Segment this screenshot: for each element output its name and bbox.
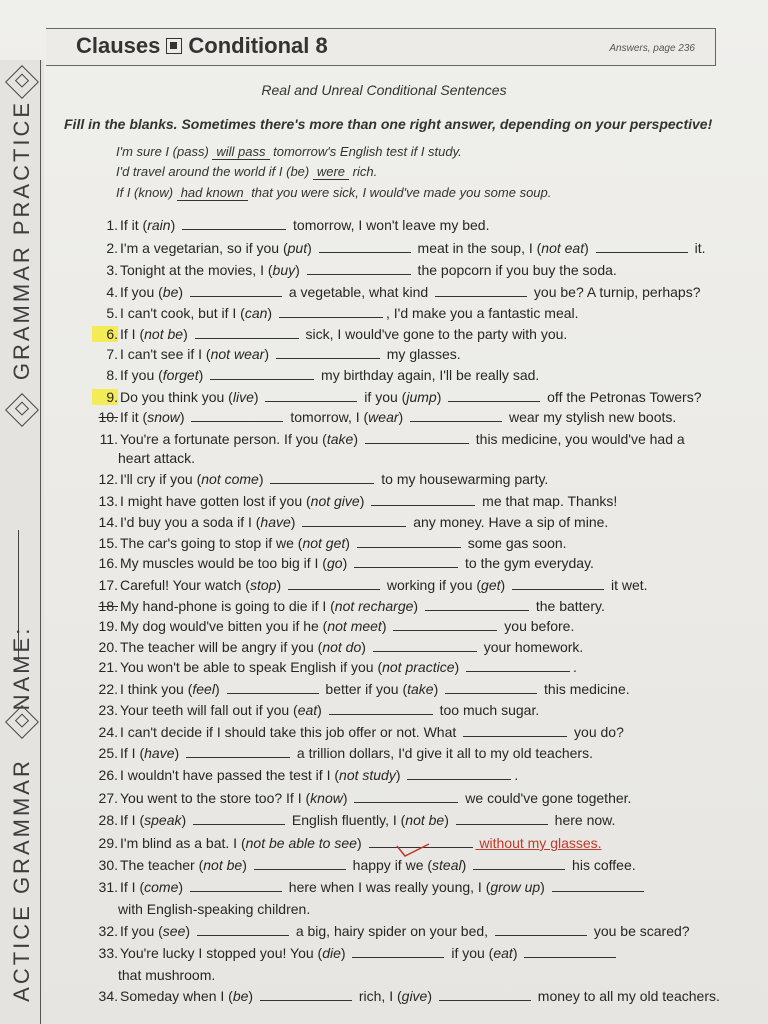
- exercise-item: 9. Do you think you (live) if you (jump) off the Petronas Towers?: [92, 389, 702, 409]
- exercise-item: 31. If I (come) here when I was really young, I (grow up): [92, 879, 647, 899]
- answer-blank[interactable]: [302, 514, 406, 527]
- example-answer: were: [313, 164, 349, 180]
- item-number: 9.: [92, 389, 118, 405]
- answer-blank[interactable]: [193, 812, 285, 825]
- answer-blank[interactable]: [190, 284, 282, 297]
- exercise-item: 26. I wouldn't have passed the test if I (not study) .: [92, 767, 518, 787]
- sidebar-label-top: GRAMMAR PRACTICE: [9, 99, 34, 381]
- exercise-item: 12. I'll cry if you (not come) to my housewarming party.: [92, 471, 548, 491]
- item-number: 24.: [98, 724, 118, 740]
- item-number: 25.: [98, 745, 118, 761]
- item-number: 7.: [106, 346, 118, 362]
- exercise-item: 8. If you (forget) my birthday again, I'll be really sad.: [92, 367, 539, 387]
- answer-blank[interactable]: [371, 493, 475, 506]
- exercise-item: 32. If you (see) a big, hairy spider on your bed, you be scared?: [92, 923, 690, 943]
- item-number: 14.: [98, 514, 118, 530]
- answer-blank[interactable]: [466, 659, 570, 672]
- answer-blank[interactable]: [254, 857, 346, 870]
- exercise-item: 25. If I (have) a trillion dollars, I'd give it all to my old teachers.: [92, 745, 593, 765]
- item-number: 19.: [98, 618, 118, 634]
- item-number: 34.: [98, 988, 118, 1004]
- item-number: 33.: [98, 945, 118, 961]
- item-number: 1.: [106, 217, 118, 233]
- answer-blank[interactable]: [288, 577, 380, 590]
- example-sentence: I'd travel around the world if I (be) were rich.: [116, 164, 378, 179]
- item-number: 5.: [106, 305, 118, 321]
- exercise-item: 10. If it (snow) tomorrow, I (wear) wear my stylish new boots.: [92, 409, 676, 429]
- answer-blank[interactable]: [182, 217, 286, 230]
- exercise-item: 33. You're lucky I stopped you! You (die) if you (eat): [92, 945, 619, 965]
- answer-blank[interactable]: [435, 284, 527, 297]
- answer-blank[interactable]: [410, 409, 502, 422]
- exercise-item: 19. My dog would've bitten you if he (not meet) you before.: [92, 618, 574, 638]
- subtitle: Real and Unreal Conditional Sentences: [261, 82, 507, 98]
- item-number: 13.: [98, 493, 118, 509]
- exercise-item: 4. If you (be) a vegetable, what kind you be? A turnip, perhaps?: [92, 284, 701, 304]
- answer-blank[interactable]: [279, 305, 383, 318]
- answer-blank[interactable]: [357, 535, 461, 548]
- item-number: 28.: [98, 812, 118, 828]
- item-number: 8.: [106, 367, 118, 383]
- answer-blank[interactable]: [393, 618, 497, 631]
- exercise-item: 18. My hand-phone is going to die if I (not recharge) the battery.: [92, 598, 605, 618]
- answer-blank[interactable]: [552, 879, 644, 892]
- answer-blank[interactable]: [186, 745, 290, 758]
- answer-blank[interactable]: [329, 702, 433, 715]
- item-number: 30.: [98, 857, 118, 873]
- exercise-item: 24. I can't decide if I should take this job offer or not. What you do?: [92, 724, 624, 744]
- example-sentence: I'm sure I (pass) will pass tomorrow's English test if I study.: [116, 144, 462, 159]
- answer-blank[interactable]: [524, 945, 616, 958]
- answer-blank[interactable]: [448, 389, 540, 402]
- example-answer: will pass: [212, 144, 269, 160]
- exercise-item: 3. Tonight at the movies, I (buy) the popcorn if you buy the soda.: [92, 262, 617, 282]
- answer-blank[interactable]: [354, 790, 458, 803]
- checkmark-icon: [393, 842, 433, 858]
- sidebar-label-name: NAME:: [9, 625, 34, 711]
- item-number: 26.: [98, 767, 118, 783]
- square-icon: [166, 38, 182, 54]
- item-number: 32.: [98, 923, 118, 939]
- exercise-item: 23. Your teeth will fall out if you (eat) too much sugar.: [92, 702, 539, 722]
- item-number: 17.: [98, 577, 118, 593]
- answer-blank[interactable]: [354, 555, 458, 568]
- title-conditional: Conditional 8: [188, 33, 328, 58]
- exercise-item: 20. The teacher will be angry if you (not do) your homework.: [92, 639, 583, 659]
- page-title: [76, 33, 328, 59]
- answer-blank[interactable]: [307, 262, 411, 275]
- answer-blank[interactable]: [365, 431, 469, 444]
- answer-blank[interactable]: [456, 812, 548, 825]
- answer-blank[interactable]: [260, 988, 352, 1001]
- item-number: 18.: [98, 598, 118, 614]
- answer-blank[interactable]: [445, 681, 537, 694]
- exercise-item: 29. I'm blind as a bat. I (not be able to see) without my glasses.: [92, 835, 602, 855]
- item-number: 15.: [98, 535, 118, 551]
- answer-blank[interactable]: [265, 389, 357, 402]
- item-number: 31.: [98, 879, 118, 895]
- answer-blank[interactable]: [352, 945, 444, 958]
- exercise-item: 16. My muscles would be too big if I (go) to the gym everyday.: [92, 555, 594, 575]
- example-sentence: If I (know) had known that you were sick, I would've made you some soup.: [116, 185, 552, 200]
- exercise-item: 14. I'd buy you a soda if I (have) any money. Have a sip of mine.: [92, 514, 608, 534]
- answer-blank[interactable]: [439, 988, 531, 1001]
- exercise-item: 28. If I (speak) English fluently, I (not be) here now.: [92, 812, 615, 832]
- answer-blank[interactable]: [319, 240, 411, 253]
- exercise-item: 13. I might have gotten lost if you (not give) me that map. Thanks!: [92, 493, 617, 513]
- item-number: 4.: [106, 284, 118, 300]
- answer-blank[interactable]: [197, 923, 289, 936]
- item-number: 11.: [99, 431, 118, 447]
- exercise-item: 27. You went to the store too? If I (know) we could've gone together.: [92, 790, 631, 810]
- answer-blank[interactable]: [473, 857, 565, 870]
- exercise-item: 1. If it (rain) tomorrow, I won't leave my bed.: [92, 217, 489, 237]
- exercise-item: 30. The teacher (not be) happy if we (steal) his coffee.: [92, 857, 636, 877]
- answer-blank[interactable]: [210, 367, 314, 380]
- answer-blank[interactable]: [463, 724, 567, 737]
- exercise-continuation: with English-speaking children.: [118, 901, 311, 917]
- item-number: 3.: [106, 262, 118, 278]
- answers-reference: Answers, page 236: [609, 43, 695, 54]
- example-answer: had known: [177, 185, 248, 201]
- exercise-item: 6. If I (not be) sick, I would've gone to the party with you.: [92, 326, 567, 346]
- answer-blank[interactable]: [425, 598, 529, 611]
- answer-blank[interactable]: [512, 577, 604, 590]
- item-number: 2.: [106, 240, 118, 256]
- answer-blank[interactable]: [276, 346, 380, 359]
- exercise-item: 17. Careful! Your watch (stop) working if you (get) it wet.: [92, 577, 648, 597]
- item-number: 16.: [98, 555, 118, 571]
- header: [46, 28, 716, 66]
- item-number: 27.: [98, 790, 118, 806]
- answer-blank[interactable]: [596, 240, 688, 253]
- answer-blank[interactable]: [227, 681, 319, 694]
- exercise-item: 11. You're a fortunate person. If you (take) this medicine, you would've had a: [92, 431, 685, 451]
- item-number: 22.: [98, 681, 118, 697]
- answer-blank[interactable]: [495, 923, 587, 936]
- answer-blank[interactable]: [195, 326, 299, 339]
- exercise-item: 2. I'm a vegetarian, so if you (put) meat in the soup, I (not eat) it.: [92, 240, 705, 260]
- exercise-continuation: heart attack.: [118, 450, 196, 466]
- item-number: 10.: [98, 409, 118, 425]
- item-number: 29.: [98, 835, 118, 851]
- item-number: 23.: [98, 702, 118, 718]
- exercise-item: 22. I think you (feel) better if you (take) this medicine.: [92, 681, 630, 701]
- title-clauses: Clauses: [76, 33, 161, 58]
- answer-blank[interactable]: [270, 471, 374, 484]
- exercise-item: 34. Someday when I (be) rich, I (give) money to all my old teachers.: [92, 988, 720, 1008]
- answer-blank[interactable]: [190, 879, 282, 892]
- exercise-item: 15. The car's going to stop if we (not get) some gas soon.: [92, 535, 567, 555]
- answer-blank[interactable]: [191, 409, 283, 422]
- sidebar-label-bottom: ACTICE GRAMMAR: [9, 758, 34, 1002]
- answer-blank[interactable]: [373, 639, 477, 652]
- item-number: 20.: [98, 639, 118, 655]
- instructions: Fill in the blanks. Sometimes there's more than one right answer, depending on your perspective!: [64, 116, 713, 132]
- item-number: 6.: [92, 326, 118, 342]
- item-number: 21.: [98, 659, 118, 675]
- answer-blank[interactable]: [407, 767, 511, 780]
- exercise-item: 7. I can't see if I (not wear) my glasses.: [92, 346, 461, 366]
- exercise-item: 5. I can't cook, but if I (can) , I'd make you a fantastic meal.: [92, 305, 579, 325]
- sidebar-divider: [40, 60, 41, 1024]
- exercise-item: 21. You won't be able to speak English if you (not practice) .: [92, 659, 577, 679]
- exercise-continuation: that mushroom.: [118, 967, 216, 983]
- item-number: 12.: [98, 471, 118, 487]
